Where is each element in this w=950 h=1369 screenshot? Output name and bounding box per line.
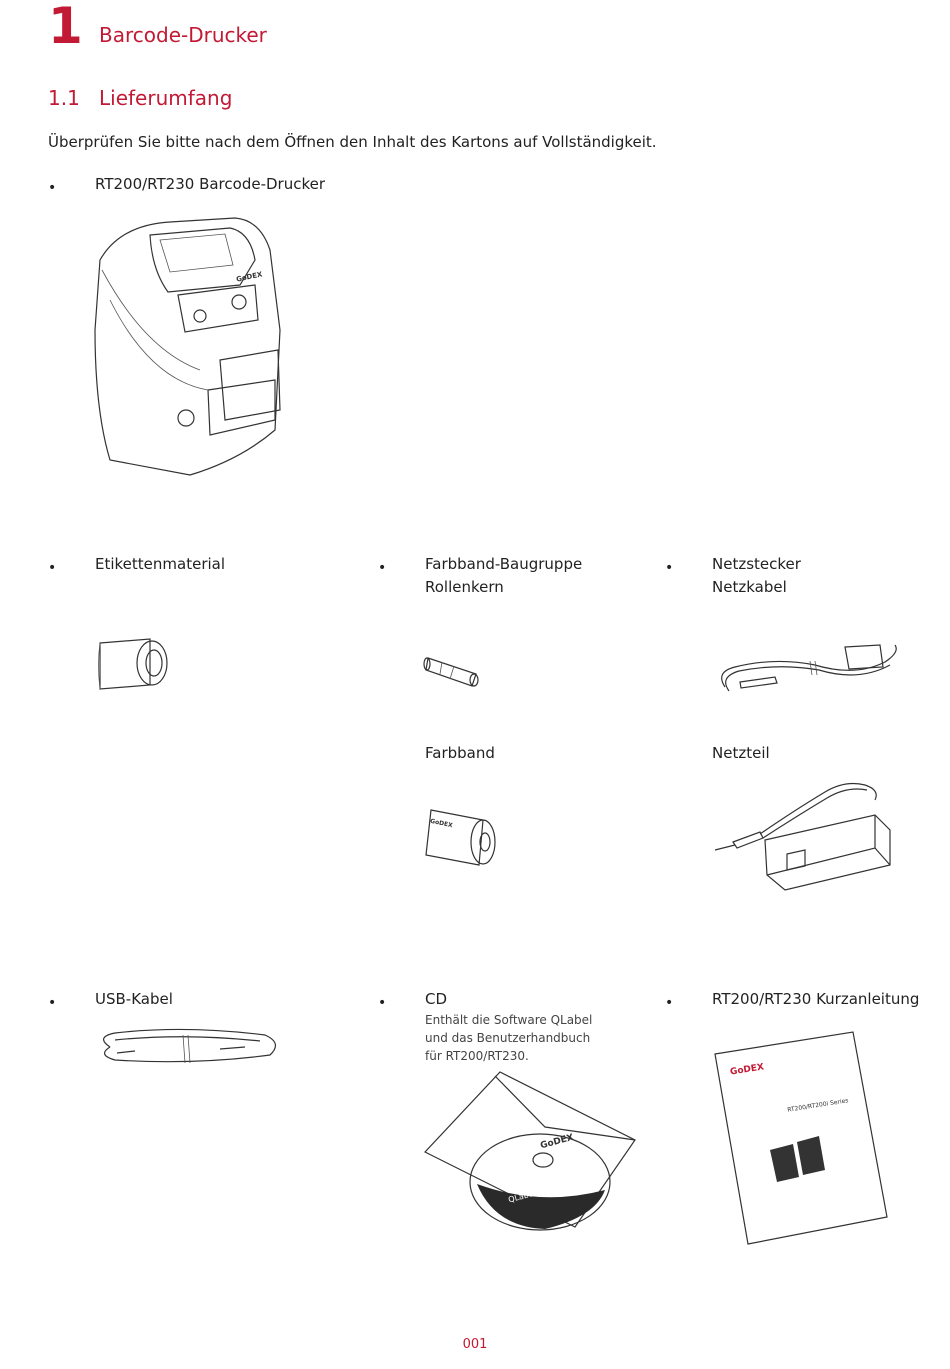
page-number: 001: [462, 1337, 488, 1352]
item-power-cord: Netzkabel: [712, 578, 787, 596]
bullet-icon: •: [48, 180, 57, 196]
cd-brand-logo: GoDEX: [539, 1132, 575, 1152]
item-labels: Etikettenmaterial: [95, 555, 226, 573]
item-ribbon-core-1: Farbband-Baugruppe: [425, 555, 583, 573]
printer-brand-logo: GoDEX: [235, 270, 264, 284]
ribbon-brand-logo: GoDEX: [429, 817, 454, 830]
ribbon-illustration: [423, 800, 503, 870]
power-adapter-illustration: [715, 780, 895, 895]
quick-guide-illustration: [715, 1032, 890, 1247]
section-number: 1.1: [48, 86, 80, 110]
cd-software-label: QLabel: [507, 1188, 537, 1205]
item-power-plug: Netzstecker: [712, 555, 801, 573]
bullet-icon: •: [665, 995, 674, 1011]
cd-description-line-1: Enthält die Software QLabel: [425, 1013, 593, 1027]
guide-series-label: RT200/RT200i Series: [786, 1097, 849, 1114]
power-cord-illustration: [715, 637, 905, 697]
usb-cable-illustration: [95, 1025, 280, 1070]
guide-brand-logo: GoDEX: [729, 1062, 765, 1078]
item-cd: CD: [425, 990, 448, 1008]
cd-description-line-3: für RT200/RT230.: [425, 1049, 529, 1063]
bullet-icon: •: [665, 560, 674, 576]
label-roll-illustration: [95, 635, 175, 695]
ribbon-core-illustration: [424, 648, 494, 688]
item-power-adapter: Netzteil: [712, 744, 770, 762]
item-ribbon-core-2: Rollenkern: [425, 578, 504, 596]
printer-illustration: [90, 210, 320, 490]
bullet-icon: •: [48, 560, 57, 576]
cd-description-line-2: und das Benutzerhandbuch: [425, 1031, 591, 1045]
item-ribbon: Farbband: [425, 744, 495, 762]
bullet-icon: •: [378, 560, 387, 576]
intro-text: Überprüfen Sie bitte nach dem Öffnen den Inhalt des Kartons auf Vollständigkeit.: [48, 133, 657, 151]
cd-sleeve-illustration: [425, 1072, 640, 1232]
bullet-icon: •: [378, 995, 387, 1011]
item-usb: USB-Kabel: [95, 990, 173, 1008]
item-quick-guide: RT200/RT230 Kurzanleitung: [712, 990, 920, 1008]
section-title: Lieferumfang: [99, 86, 233, 110]
chapter-number: 1: [48, 0, 83, 55]
item-printer: RT200/RT230 Barcode-Drucker: [95, 175, 325, 193]
chapter-title: Barcode-Drucker: [99, 23, 267, 47]
bullet-icon: •: [48, 995, 57, 1011]
